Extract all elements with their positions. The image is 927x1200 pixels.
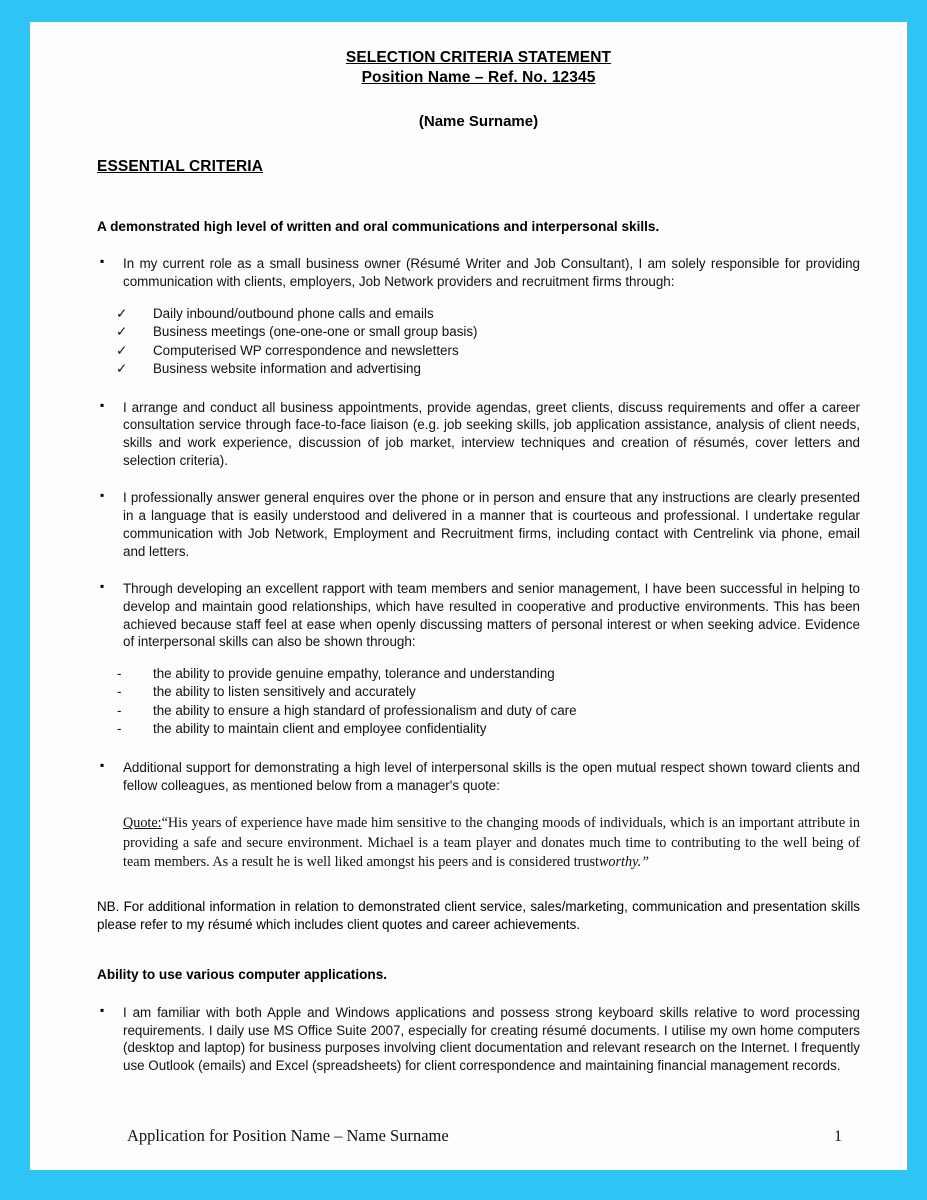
sub-list-item-label: Business website information and advertising — [153, 361, 421, 377]
page-number: 1 — [834, 1128, 842, 1145]
sub-list-item-label: the ability to provide genuine empathy, tolerance and understanding — [153, 665, 555, 681]
dash-sub-list — [111, 665, 860, 739]
sub-list-item-label: the ability to ensure a high standard of professionalism and duty of care — [153, 702, 577, 718]
footer-left-text: Application for Position Name – Name Surname — [127, 1126, 449, 1145]
dash-icon: - — [117, 684, 122, 700]
document-subtitle — [97, 68, 860, 88]
bullet-item — [97, 759, 860, 872]
sub-list-item — [111, 342, 860, 361]
nb-note: NB. For additional information in relation to demonstrated client service, sales/marketing, communication and presentation skills please refer to my résumé which includes client quotes and career achievements. — [97, 899, 860, 933]
quote-tail-italic: worthy.” — [598, 853, 650, 870]
applicant-name: (Name Surname) — [418, 112, 539, 130]
bullet-text: In my current role as a small business owner (Résumé Writer and Job Consultant), I am solely responsible for providing communication with clients, employers, Job Network providers and recruitment firms through: — [123, 256, 860, 290]
sub-list-item — [111, 720, 860, 739]
quote-label: Quote: — [123, 815, 162, 832]
document-title — [97, 48, 860, 68]
quote-body: “His years of experience have made him sensitive to the changing moods of individuals, which is an important attribute in providing a safe and secure environment. Michael is a team player and donates much time to contributing to the well being of team members. As a result he is well liked amongst his peers and is considered trust — [123, 815, 860, 870]
sub-list-item — [111, 683, 860, 702]
manager-quote — [123, 814, 860, 872]
sub-list-item-label: Computerised WP correspondence and newsletters — [153, 342, 459, 358]
bullet-text: I arrange and conduct all business appointments, provide agendas, greet clients, discuss requirements and offer a career consultation service through face-to-face liaison (e.g. job seeking skills, job application assistance, analysis of client needs, skills and work experience, discussion of job market, interview techniques and creation of résumés, cover letters and selection criteria). — [123, 399, 860, 468]
bullet-item — [97, 580, 860, 739]
bullet-item — [97, 1004, 860, 1075]
section-heading-text: ESSENTIAL CRITERIA — [97, 157, 264, 175]
dash-icon: - — [117, 702, 122, 718]
criteria-heading-2: Ability to use various computer applications. — [97, 967, 388, 983]
check-icon: ✓ — [116, 305, 128, 321]
page-footer — [127, 1126, 890, 1146]
sub-list-item — [111, 665, 860, 684]
sub-list-item — [111, 323, 860, 342]
document-content — [97, 36, 860, 1075]
sub-list-item — [111, 702, 860, 721]
document-title-block — [97, 48, 860, 88]
criteria-2-bullet-list — [97, 1004, 860, 1075]
bullet-item — [97, 255, 860, 378]
sub-list-item-label: the ability to listen sensitively and accurately — [153, 684, 416, 700]
bullet-text: I am familiar with both Apple and Windows applications and possess strong keyboard skills relative to word processing requirements. I daily use MS Office Suite 2007, especially for creating résumé documents. I utilise my own home computers (desktop and laptop) for business purposes involving client documentation and relevant research on the Internet. I frequently use Outlook (emails) and Excel (spreadsheets) for client correspondence and maintaining financial management records. — [123, 1004, 860, 1073]
bullet-text: Through developing an excellent rapport with team members and senior management, I have been successful in helping to develop and maintain good relationships, which have resulted in cooperative and productive environments. This has been achieved because staff feel at ease when openly discussing matters of personal interest or when seeking advice. Evidence of interpersonal skills can also be shown through: — [123, 581, 860, 650]
sub-list-item — [111, 305, 860, 324]
section-heading-essential-criteria — [97, 158, 860, 176]
check-icon: ✓ — [116, 361, 128, 377]
document-title-text: SELECTION CRITERIA STATEMENT — [345, 49, 612, 66]
bullet-text: I professionally answer general enquires over the phone or in person and ensure that any instructions are clearly presented in a language that is easily understood and delivered in a manner that is courteous and professional. I undertake regular communication with Job Network, Employment and Recruitment firms, including contact with Centrelink via phone, email and letters. — [123, 490, 860, 559]
bullet-item — [97, 489, 860, 560]
criteria-heading-1: A demonstrated high level of written and oral communications and interpersonal skills. — [97, 218, 660, 234]
check-icon: ✓ — [116, 324, 128, 340]
sub-list-item — [111, 360, 860, 379]
bullet-text: Additional support for demonstrating a high level of interpersonal skills is the open mutual respect shown toward clients and fellow colleagues, as mentioned below from a manager's quote: — [123, 759, 860, 793]
sub-list-item-label: Business meetings (one-one-one or small group basis) — [153, 324, 478, 340]
dash-icon: - — [117, 721, 122, 737]
dash-icon: - — [117, 665, 122, 681]
bullet-item — [97, 399, 860, 470]
sub-list-item-label: Daily inbound/outbound phone calls and emails — [153, 305, 434, 321]
sub-list-item-label: the ability to maintain client and employee confidentiality — [153, 721, 487, 737]
document-subtitle-text: Position Name – Ref. No. 12345 — [361, 68, 596, 86]
document-page — [30, 22, 907, 1170]
criteria-1-bullet-list — [97, 255, 860, 872]
check-icon: ✓ — [116, 342, 128, 358]
check-sub-list — [111, 305, 860, 379]
